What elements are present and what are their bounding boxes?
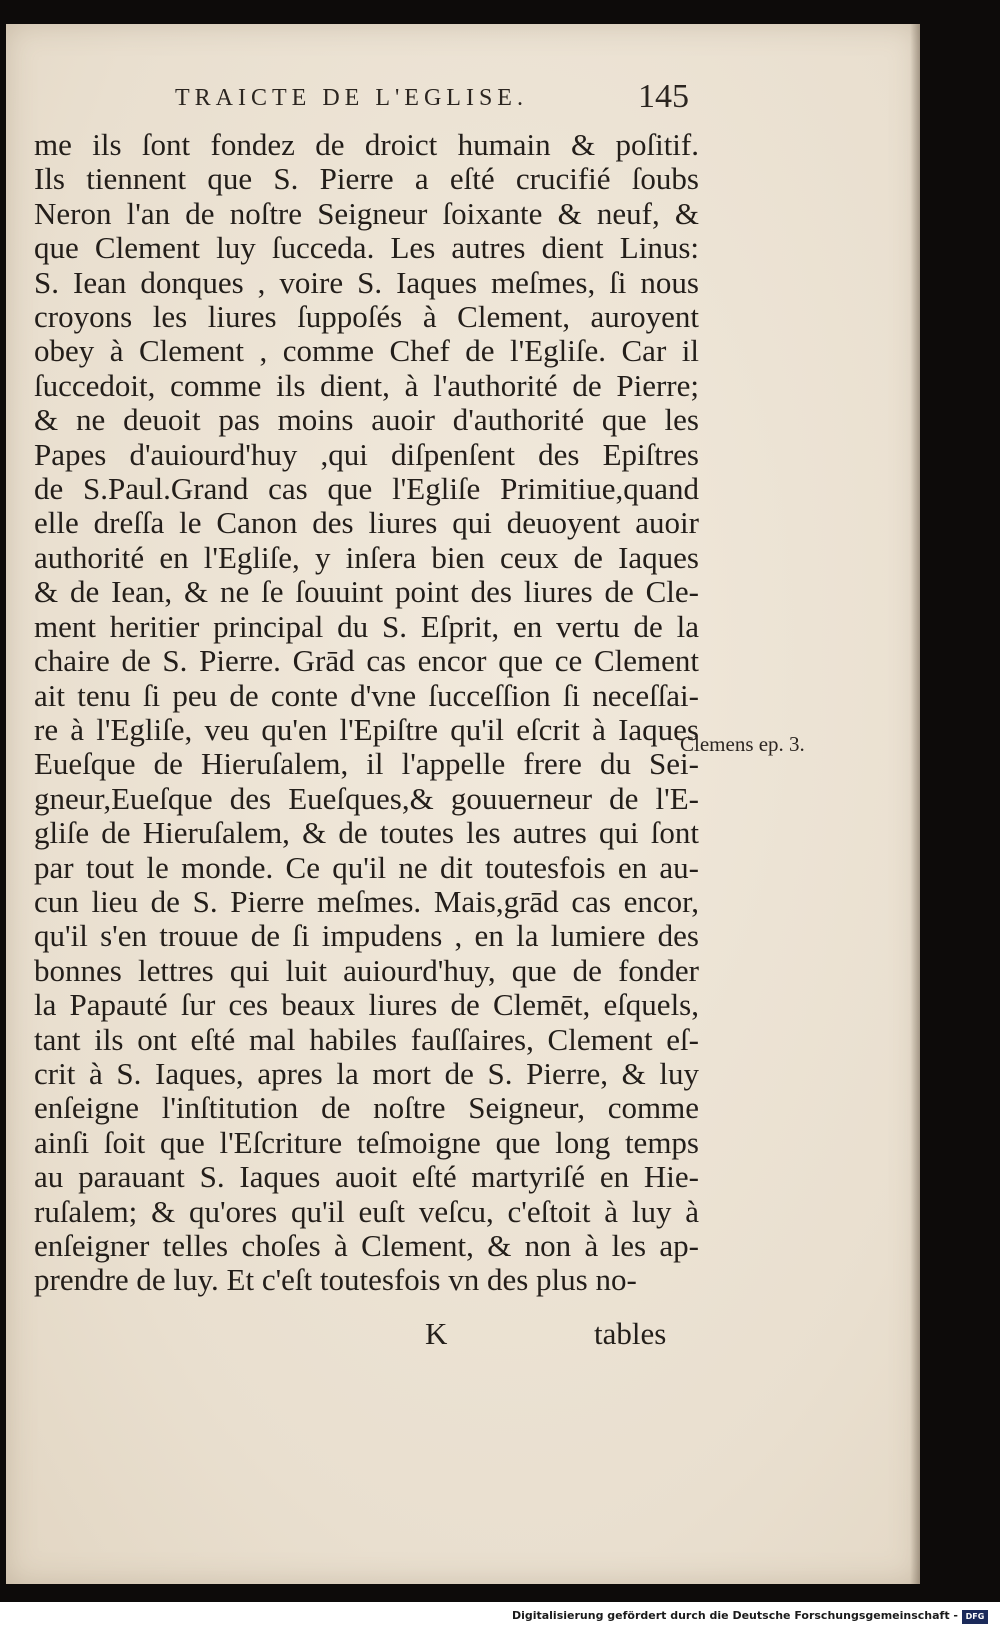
catchword: tables — [594, 1316, 667, 1351]
text-line: qu'il s'en trouue de ſi impudens , en la lumiere des — [34, 918, 699, 954]
text-line: S. Iean donques , voire S. Iaques meſmes, ſi nous — [34, 264, 699, 300]
text-line: la Papauté ſur ces beaux liures de Clemēt, eſquels, — [34, 987, 699, 1023]
text-line: bonnes lettres qui luit auiourd'huy, que de fonder — [34, 952, 699, 988]
text-line: gliſe de Hieruſalem, & de toutes les autres qui ſont — [34, 815, 699, 851]
text-line: au parauant S. Iaques auoit eſté martyriſé en Hie- — [34, 1159, 699, 1195]
text-line: Papes d'auiourd'huy ,qui diſpenſent des Epiſtres — [34, 436, 699, 472]
body-text — [34, 128, 699, 1298]
text-line: me ils ſont fondez de droict humain & poſitif. — [34, 127, 699, 162]
text-line: ſuccedoit, comme ils dient, à l'authorité de Pierre; — [34, 367, 699, 403]
text-line: croyons les liures ſuppoſés à Clement, auroyent — [34, 299, 699, 335]
text-line: elle dreſſa le Canon des liures qui deuoyent auoir — [34, 505, 699, 541]
text-line: & ne deuoit pas moins auoir d'authorité que les — [34, 402, 699, 438]
signature-mark: K — [425, 1316, 448, 1351]
text-line: re à l'Egliſe, veu qu'en l'Epiſtre qu'il eſcrit à Iaques — [34, 711, 699, 747]
text-line: obey à Clement , comme Chef de l'Egliſe. Car il — [34, 333, 699, 369]
text-line: enſeigne l'inſtitution de noſtre Seigneur, comme — [34, 1090, 699, 1126]
text-line: authorité en l'Egliſe, y inſera bien ceux de Iaques — [34, 539, 699, 575]
text-line: tant ils ont eſté mal habiles fauſſaires, Clement eſ- — [34, 1021, 699, 1057]
text-line: de S.Paul.Grand cas que l'Egliſe Primitiue,quand — [34, 471, 699, 507]
text-line: ainſi ſoit que l'Eſcriture teſmoigne que long temps — [34, 1124, 699, 1160]
text-line: Eueſque de Hieruſalem, il l'appelle frere du Sei- — [34, 746, 699, 782]
text-line: cun lieu de S. Pierre meſmes. Mais,grād cas encor, — [34, 883, 699, 919]
running-head: TRAICTE DE L'EGLISE. — [175, 85, 528, 111]
marginal-note: Clemens ep. 3. — [680, 732, 805, 756]
text-line: & de Iean, & ne ſe ſouuint point des liures de Cle- — [34, 574, 699, 610]
dfg-logo: DFG — [962, 1610, 988, 1624]
text-line: que Clement luy ſucceda. Les autres dient Linus: — [34, 230, 699, 266]
text-line: chaire de S. Pierre. Grād cas encor que ce Clement — [34, 643, 699, 679]
text-line: ruſalem; & qu'ores qu'il euſt veſcu, c'eſtoit à luy à — [34, 1193, 699, 1229]
text-line: prendre de luy. Et c'eſt toutesfois vn des plus no- — [34, 1262, 637, 1298]
page-edge-shadow — [910, 24, 920, 1584]
page-number: 145 — [638, 78, 689, 115]
text-line: Ils tiennent que S. Pierre a eſté crucifié ſoubs — [34, 161, 699, 197]
text-line: Neron l'an de noſtre Seigneur ſoixante & neuf, & — [34, 195, 699, 231]
footer-bar — [0, 1602, 1000, 1629]
text-line: ment heritier principal du S. Eſprit, en vertu de la — [34, 608, 699, 644]
text-line: ait tenu ſi peu de conte d'vne ſucceſſion ſi neceſſai- — [34, 677, 699, 713]
text-line: enſeigner telles choſes à Clement, & non à les ap- — [34, 1228, 699, 1263]
text-line: par tout le monde. Ce qu'il ne dit toutesfois en au- — [34, 849, 699, 885]
footer-credit: Digitalisierung gefördert durch die Deutsche Forschungsgemeinschaft - — [511, 1609, 958, 1622]
text-line: crit à S. Iaques, apres la mort de S. Pierre, & luy — [34, 1055, 699, 1091]
text-line: gneur,Eueſque des Eueſques,& gouuerneur de l'E- — [34, 780, 699, 816]
